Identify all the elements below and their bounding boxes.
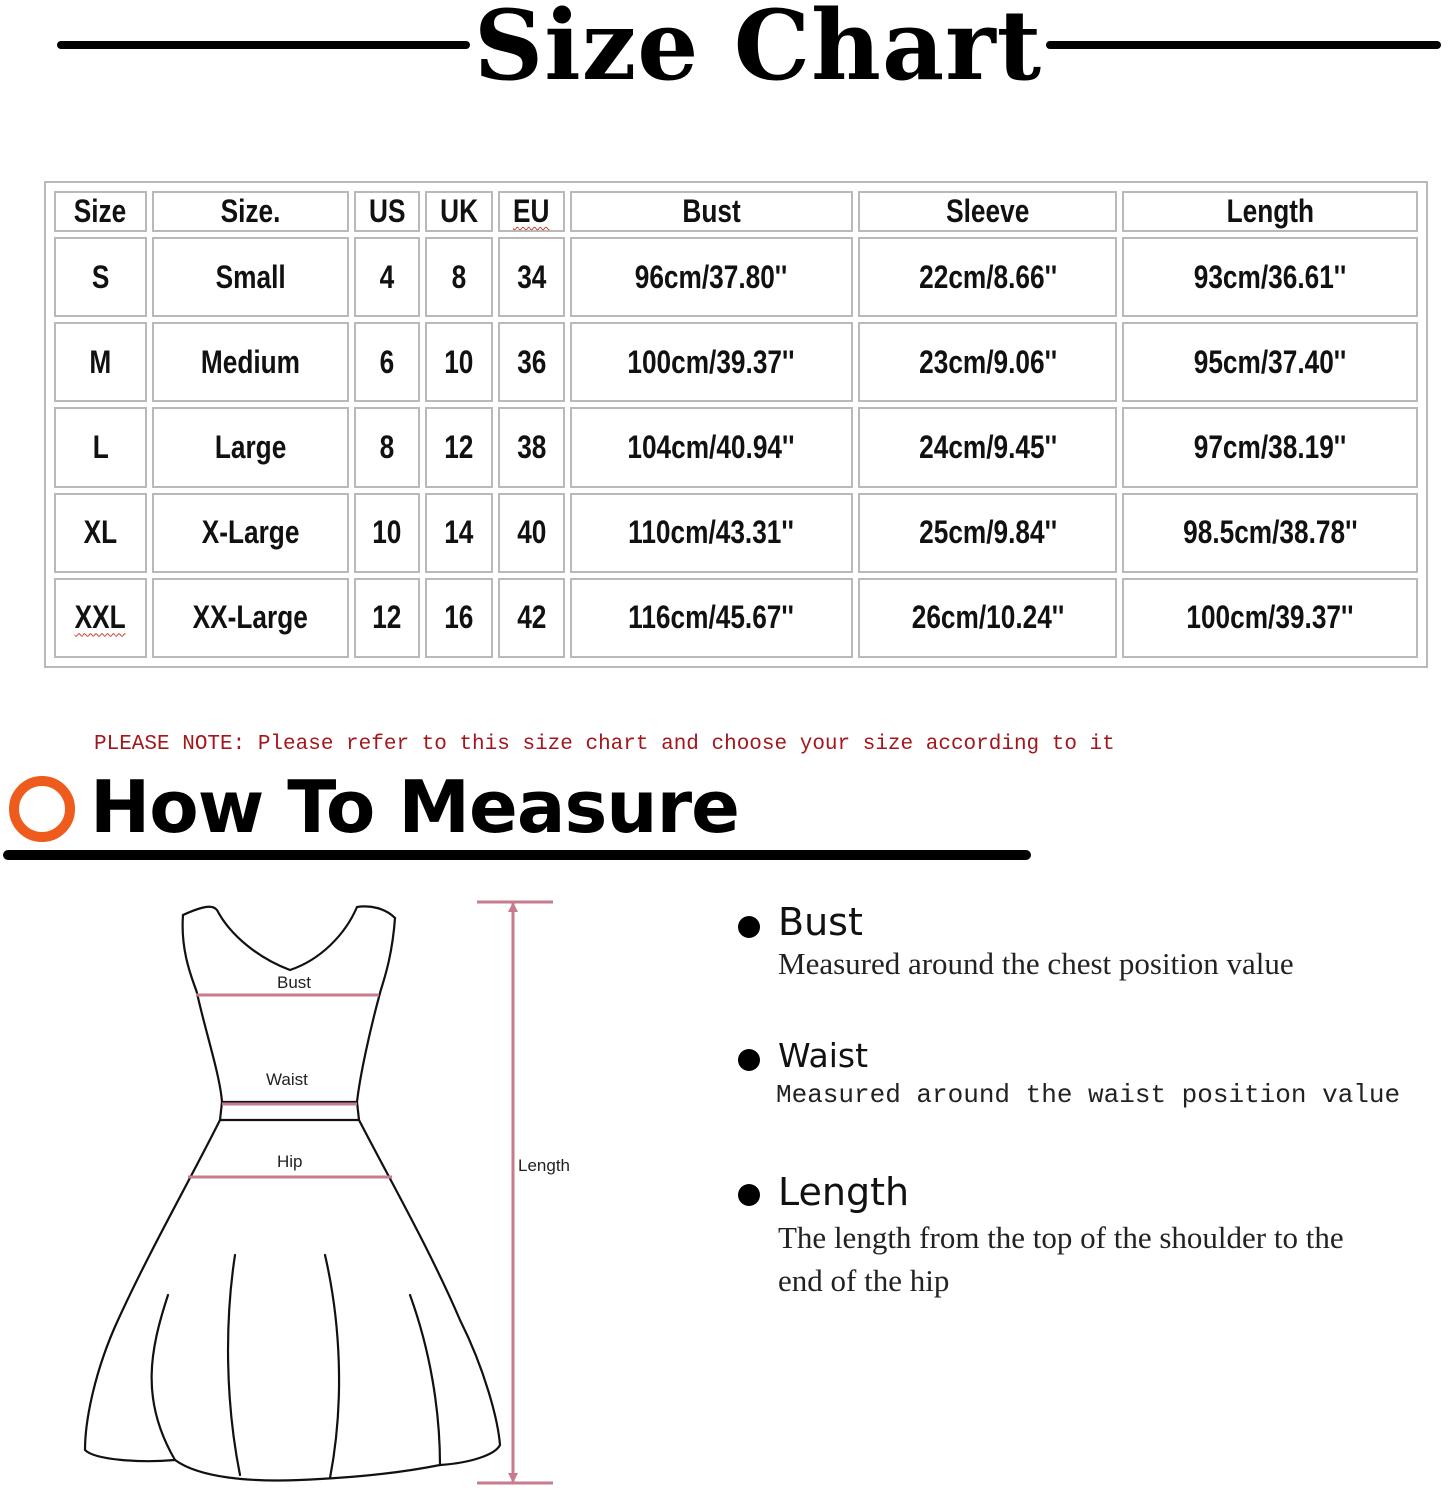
- cell-eu: 36: [498, 322, 564, 402]
- table-row: [54, 322, 1418, 402]
- length-label: Length: [518, 1156, 570, 1175]
- table-row: [54, 578, 1418, 658]
- point-name: Waist: [778, 1036, 869, 1075]
- dress-neckline: [183, 906, 395, 970]
- cell-length: 98.5cm/38.78'': [1122, 493, 1418, 573]
- bullet-dot-icon: [738, 1049, 760, 1071]
- cell-size: M: [54, 322, 147, 402]
- header-sleeve: Sleeve: [858, 191, 1117, 232]
- hip-label: Hip: [277, 1152, 303, 1171]
- cell-length: 95cm/37.40'': [1122, 322, 1418, 402]
- cell-size: XXL: [54, 578, 147, 658]
- point-name: Bust: [778, 900, 863, 944]
- cell-eu: 42: [498, 578, 564, 658]
- cell-length: 100cm/39.37'': [1122, 578, 1418, 658]
- dress-skirt-right: [359, 1120, 500, 1465]
- cell-uk: 12: [425, 407, 494, 487]
- header-length: Length: [1122, 191, 1418, 232]
- cell-us: 12: [354, 578, 420, 658]
- cell-length: 97cm/38.19'': [1122, 407, 1418, 487]
- header-size: Size: [54, 191, 147, 232]
- cell-length: 93cm/36.61'': [1122, 237, 1418, 317]
- cell-size-name: Medium: [152, 322, 349, 402]
- cell-size: S: [54, 237, 147, 317]
- header-bust: Bust: [570, 191, 854, 232]
- dress-hem: [175, 1460, 440, 1480]
- cell-sleeve: 24cm/9.45'': [858, 407, 1117, 487]
- cell-size-name: Large: [152, 407, 349, 487]
- header-eu: EU: [498, 191, 564, 232]
- cell-us: 6: [354, 322, 420, 402]
- cell-size: XL: [54, 493, 147, 573]
- cell-size-name: XX-Large: [152, 578, 349, 658]
- cell-sleeve: 25cm/9.84'': [858, 493, 1117, 573]
- cell-us: 10: [354, 493, 420, 573]
- cell-bust: 116cm/45.67'': [570, 578, 854, 658]
- cell-sleeve: 26cm/10.24'': [858, 578, 1117, 658]
- measure-header: [0, 765, 1040, 865]
- cell-size-name: X-Large: [152, 493, 349, 573]
- cell-uk: 14: [425, 493, 494, 573]
- header-uk: UK: [425, 191, 494, 232]
- dress-bodice-left: [183, 915, 222, 1102]
- size-table: [44, 181, 1428, 668]
- cell-size-name: Small: [152, 237, 349, 317]
- point-name: Length: [778, 1170, 910, 1214]
- measure-title: How To Measure: [90, 765, 739, 849]
- dress-illustration: [0, 880, 620, 1493]
- cell-bust: 110cm/43.31'': [570, 493, 854, 573]
- waist-label: Waist: [266, 1070, 308, 1089]
- dress-bodice-right: [357, 918, 395, 1102]
- table-row: [54, 237, 1418, 317]
- title-rule-right: [1046, 41, 1441, 49]
- size-chart-header: [0, 0, 1453, 100]
- dress-fold-3: [325, 1255, 339, 1478]
- bust-label: Bust: [277, 973, 312, 992]
- header-size-name: Size.: [152, 191, 349, 232]
- bullet-dot-icon: [738, 1184, 760, 1206]
- dress-skirt-left: [85, 1120, 220, 1461]
- bullet-dot-icon: [738, 916, 760, 938]
- cell-sleeve: 23cm/9.06'': [858, 322, 1117, 402]
- table-row: [54, 407, 1418, 487]
- cell-bust: 100cm/39.37'': [570, 322, 854, 402]
- point-desc: Measured around the waist position value: [776, 1080, 1401, 1110]
- cell-us: 4: [354, 237, 420, 317]
- page-title: Size Chart: [473, 0, 1043, 102]
- cell-eu: 38: [498, 407, 564, 487]
- dress-diagram: [0, 880, 620, 1493]
- cell-eu: 34: [498, 237, 564, 317]
- point-desc: The length from the top of the shoulder to the end of the hip: [778, 1220, 1344, 1298]
- table-row: [54, 493, 1418, 573]
- cell-uk: 8: [425, 237, 494, 317]
- header-us: US: [354, 191, 420, 232]
- cell-sleeve: 22cm/8.66'': [858, 237, 1117, 317]
- measure-rule: [3, 850, 1031, 860]
- size-note: PLEASE NOTE: Please refer to this size chart and choose your size according to it: [94, 733, 1115, 756]
- cell-uk: 10: [425, 322, 494, 402]
- cell-size: L: [54, 407, 147, 487]
- cell-bust: 96cm/37.80'': [570, 237, 854, 317]
- dress-fold-2: [228, 1255, 240, 1475]
- cell-us: 8: [354, 407, 420, 487]
- title-rule-left: [57, 41, 470, 49]
- cell-bust: 104cm/40.94'': [570, 407, 854, 487]
- dress-fold-1: [152, 1295, 175, 1460]
- cell-eu: 40: [498, 493, 564, 573]
- point-desc: Measured around the chest position value: [778, 946, 1294, 981]
- table-header-row: [54, 191, 1418, 232]
- orange-ring-icon: [9, 776, 75, 842]
- cell-uk: 16: [425, 578, 494, 658]
- dress-fold-4: [410, 1295, 440, 1465]
